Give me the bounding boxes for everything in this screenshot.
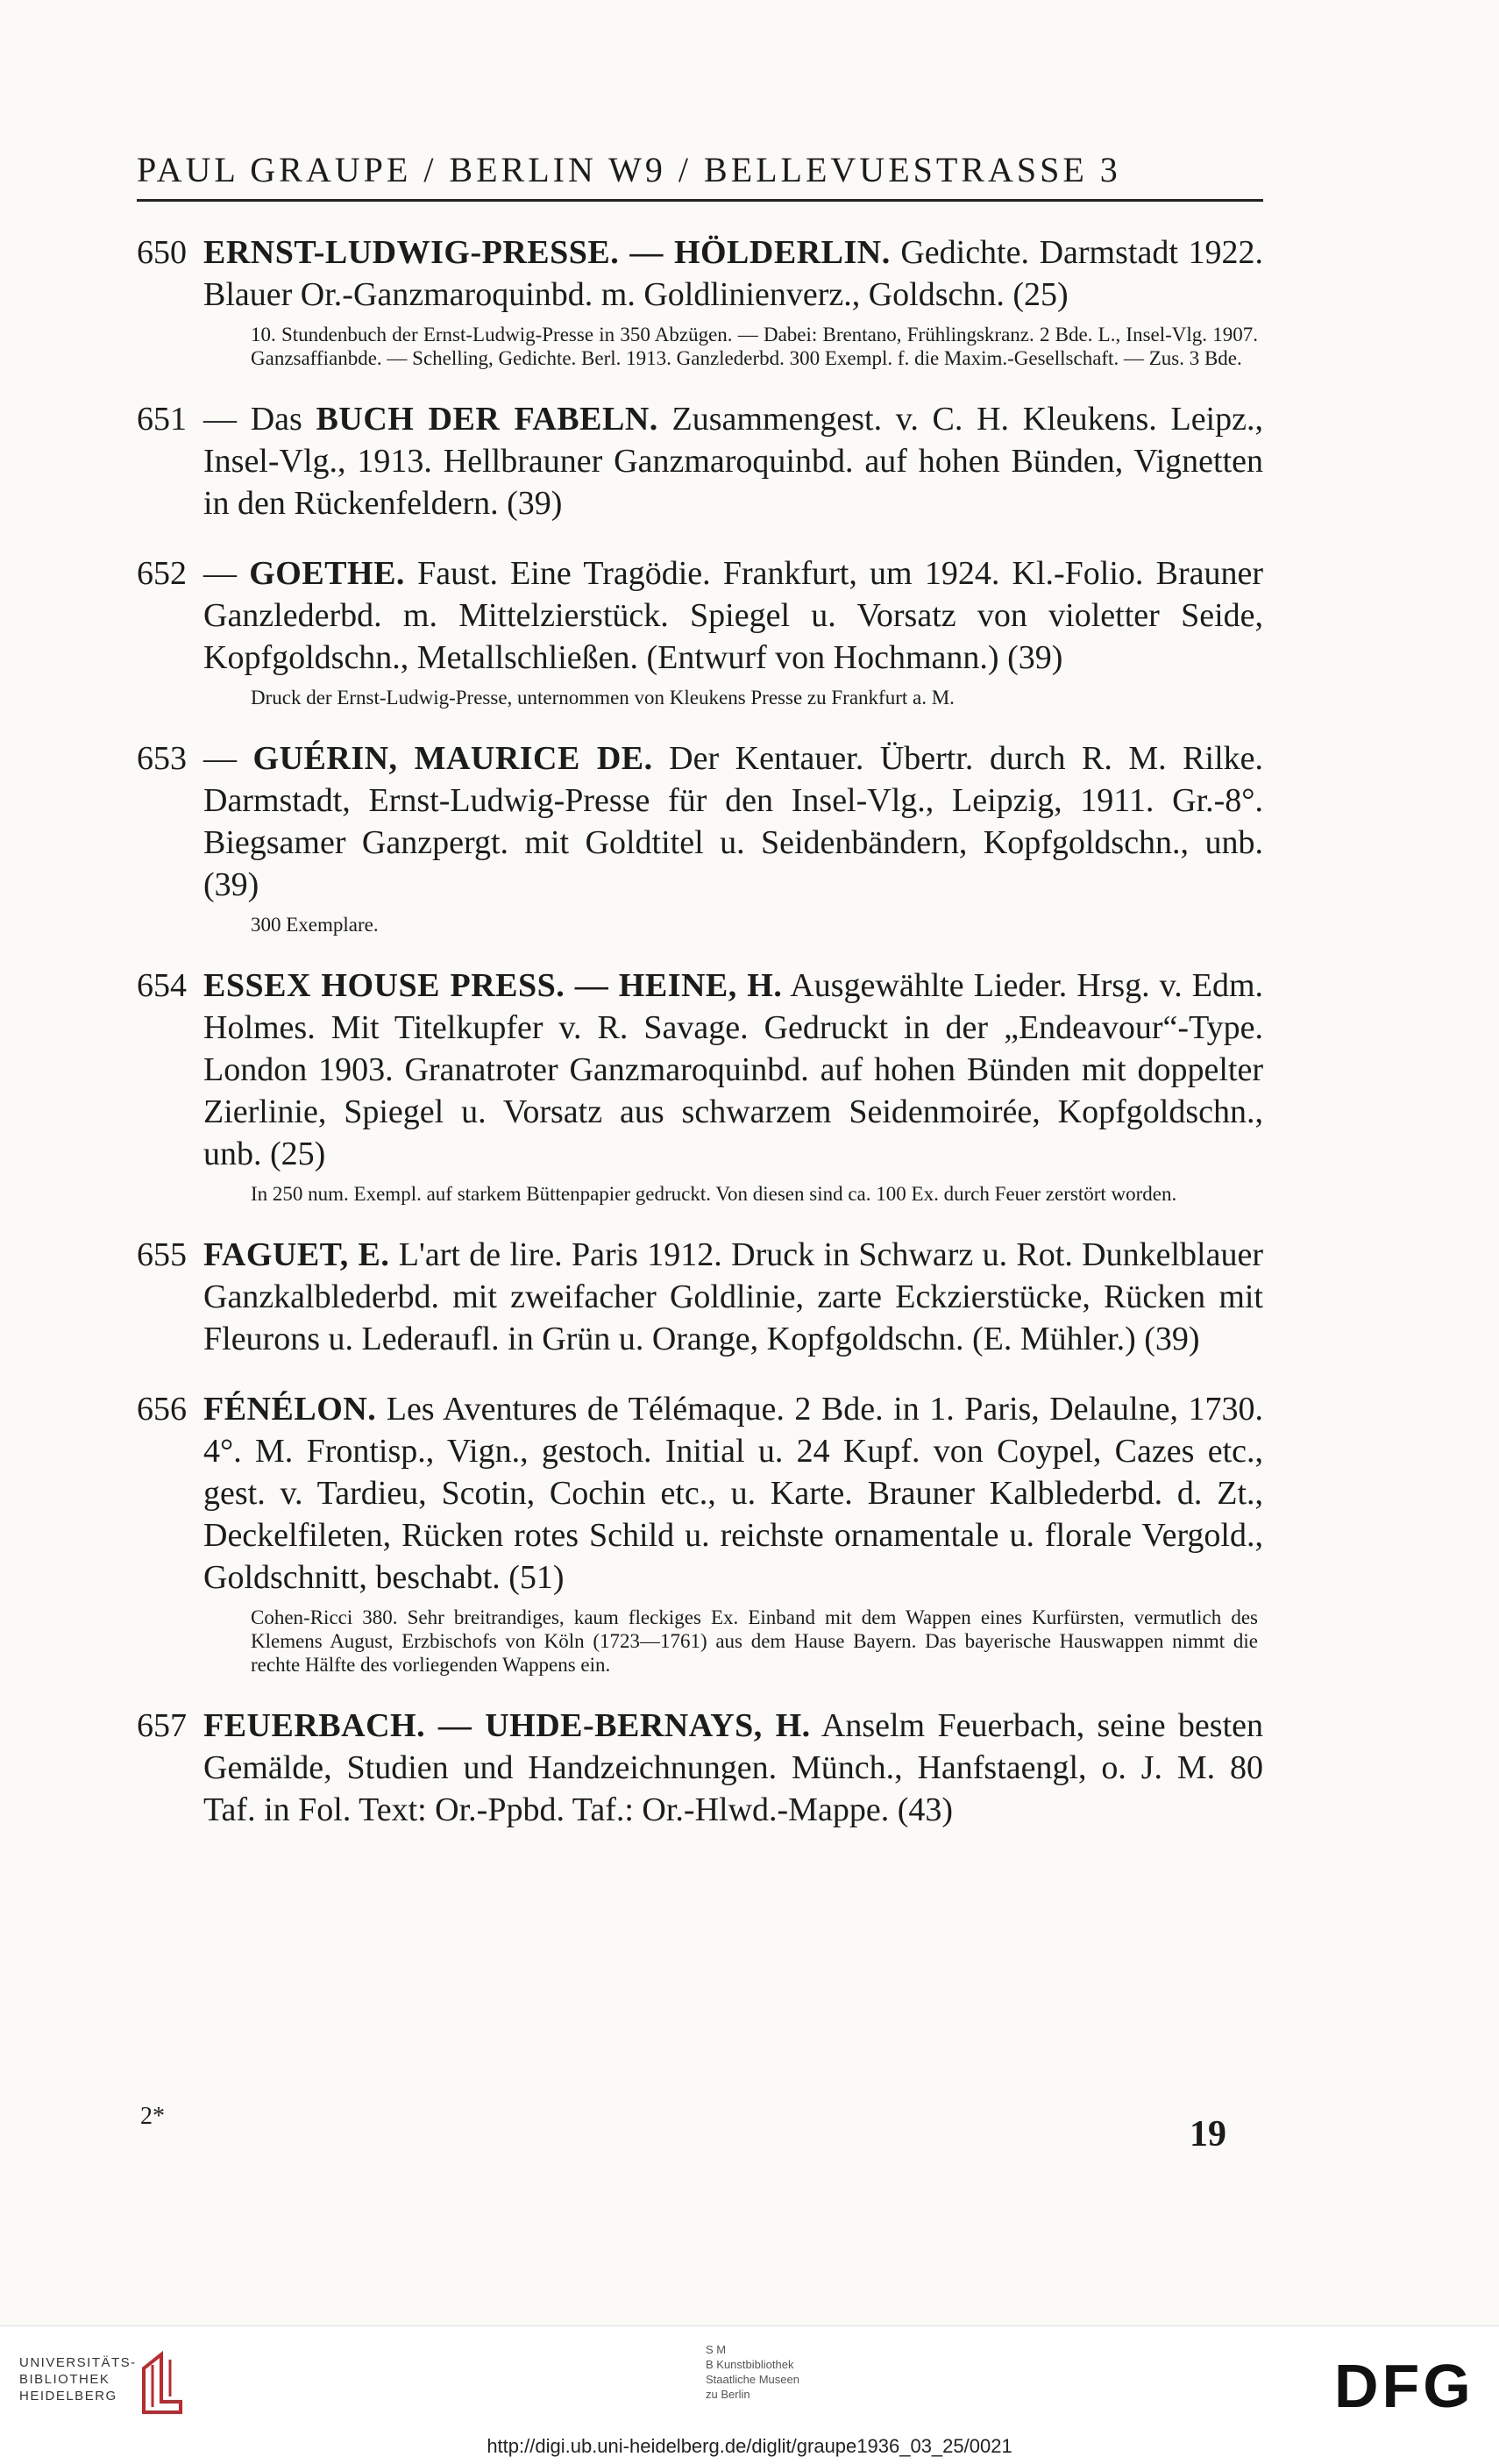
entry-note: 300 Exemplare. xyxy=(251,914,379,936)
entry-number: 653 xyxy=(137,740,187,777)
university-logo-icon[interactable] xyxy=(137,2349,188,2414)
entry-number: 654 xyxy=(137,967,187,1004)
university-label-line: HEIDELBERG xyxy=(19,2389,117,2403)
entry-note: Cohen-Ricci 380. Sehr breitrandiges, kaum fleckiges Ex. Einband mit dem Wappen eines Kurfürsten, vermutlich des Klemens August, Erzbischofs von Köln (1723—1761) aus dem Hause Bayern. Das bayerische Hauswappen nimmt die rechte Hälfte des vorliegenden Wappens ein. xyxy=(251,1606,1258,1676)
entry-heading: FÉNÉLON. xyxy=(203,1391,377,1428)
entry-number: 652 xyxy=(137,555,187,592)
entry-text xyxy=(137,1705,1263,1831)
entry-number: 656 xyxy=(137,1391,187,1428)
university-label-line: BIBLIOTHEK xyxy=(19,2372,110,2387)
entry-note: 10. Stundenbuch der Ernst-Ludwig-Presse in 350 Abzügen. — Dabei: Brentano, Frühlingskranz. 2 Bde. L., Insel-Vlg. 1907. Ganzsaffianbde. — Schelling, Gedichte. Berl. 1913. Ganzlederbd. 300 Exempl. f. die Maxim.-Gesellschaft. — Zus. 3 Bde. xyxy=(251,324,1258,369)
entry-description: Zusammengest. v. C. H. Kleukens. Leipz., Insel-Vlg., 1913. Hellbrauner Ganzmaroquinbd. auf hohen Bünden, Vignetten in den Rückenfeldern. (39) xyxy=(203,401,1263,522)
entry-heading: GUÉRIN, MAURICE DE. xyxy=(252,740,653,777)
entry-description: Gedichte. Darmstadt 1922. Blauer Or.-Ganzmaroquinbd. m. Goldlinienverz., Goldschn. (25) xyxy=(203,234,1263,313)
entry-number: 651 xyxy=(137,401,187,438)
catalog-entry xyxy=(137,1388,1263,1677)
entry-number: 657 xyxy=(137,1707,187,1744)
entry-text xyxy=(137,1234,1263,1360)
entry-description: Der Kentauer. Übertr. durch R. M. Rilke. Darmstadt, Ernst-Ludwig-Presse für den Insel-Vlg., Leipzig, 1911. Gr.-8°. Biegsamer Ganzpergt. mit Goldtitel u. Seidenbändern, Kopfgoldschn., unb. (39) xyxy=(203,740,1263,903)
entry-heading: FAGUET, E. xyxy=(203,1236,390,1273)
entry-lead: — xyxy=(203,740,253,777)
header-rule xyxy=(137,199,1263,202)
entry-description: L'art de lire. Paris 1912. Druck in Schwarz u. Rot. Dunkelblauer Ganzkalblederbd. mit zweifacher Goldlinie, zarte Eckzierstücke, Rücken mit Fleurons u. Lederaufl. in Grün u. Orange, Kopfgoldschn. (E. Mühler.) (39) xyxy=(203,1236,1263,1357)
entry-lead: — Das xyxy=(203,401,316,438)
catalog-entry xyxy=(137,737,1263,936)
university-label-line: UNIVERSITÄTS- xyxy=(19,2355,137,2370)
catalog-entry xyxy=(137,231,1263,370)
entry-description: Les Aventures de Télémaque. 2 Bde. in 1. Paris, Delaulne, 1730. 4°. M. Frontisp., Vign., gestoch. Initial u. 24 Kupf. von Coypel, Cazes etc., gest. v. Tardieu, Scotin, Cochin etc., u. Karte. Brauner Kalblederbd. d. Zt., Deckelfileten, Rücken rotes Schild u. reichste ornamentale u. florale Vergold., Goldschnitt, beschabt. (51) xyxy=(203,1391,1263,1596)
page-number: 19 xyxy=(1190,2114,1226,2154)
entry-description: Faust. Eine Tragödie. Frankfurt, um 1924. Kl.-Folio. Brauner Ganzlederbd. m. Mittelzierstück. Spiegel u. Vorsatz von violetter Seide, Kopfgoldschn., Metallschließen. (Entwurf von Hochmann.) (39) xyxy=(203,555,1264,676)
dfg-logo[interactable]: DFG xyxy=(1334,2352,1474,2420)
entry-text xyxy=(137,965,1263,1175)
catalog-entry xyxy=(137,965,1263,1206)
signature-mark: 2* xyxy=(140,2103,165,2130)
university-library-label[interactable] xyxy=(19,2354,137,2404)
entry-heading: ESSEX HOUSE PRESS. — HEINE, H. xyxy=(203,967,783,1004)
entry-text xyxy=(137,737,1263,906)
museum-label-line: S M xyxy=(706,2343,727,2356)
catalog-entry xyxy=(137,398,1263,524)
catalog-entries xyxy=(137,231,1263,1859)
museum-label-line: B Kunstbibliothek xyxy=(706,2358,794,2371)
entry-description: Ausgewählte Lieder. Hrsg. v. Edm. Holmes. Mit Titelkupfer v. R. Savage. Gedruckt in der „Endeavour“-Type. London 1903. Granatroter Ganzmaroquinbd. auf hohen Bünden mit doppelter Zierlinie, Spiegel u. Vorsatz aus schwarzem Seidenmoirée, Kopfgoldschn., unb. (25) xyxy=(203,967,1263,1172)
entry-text xyxy=(137,552,1263,679)
viewer-footer xyxy=(0,2325,1499,2464)
entry-note: In 250 num. Exempl. auf starkem Büttenpapier gedruckt. Von diesen sind ca. 100 Ex. durch Feuer zerstört worden. xyxy=(251,1183,1177,1205)
entry-description: Anselm Feuerbach, seine besten Gemälde, Studien und Handzeichnungen. Münch., Hanfstaengl, o. J. M. 80 Taf. in Fol. Text: Or.-Ppbd. Taf.: Or.-Hlwd.-Mappe. (43) xyxy=(203,1707,1263,1828)
entry-heading: ERNST-LUDWIG-PRESSE. — HÖLDERLIN. xyxy=(203,234,891,271)
entry-text xyxy=(137,398,1263,524)
permalink-url[interactable]: http://digi.ub.uni-heidelberg.de/diglit/graupe1936_03_25/0021 xyxy=(487,2435,1012,2457)
entry-text xyxy=(137,1388,1263,1599)
museum-library-label[interactable] xyxy=(706,2342,799,2402)
entry-text xyxy=(137,231,1263,316)
entry-number: 655 xyxy=(137,1236,187,1273)
catalog-entry xyxy=(137,1234,1263,1360)
catalog-entry xyxy=(137,552,1263,709)
entry-heading: GOETHE. xyxy=(249,555,405,592)
running-head: PAUL GRAUPE / BERLIN W9 / BELLEVUESTRASSE 3 xyxy=(137,150,1121,189)
catalog-entry xyxy=(137,1705,1263,1831)
entry-heading: FEUERBACH. — UHDE-BERNAYS, H. xyxy=(203,1707,811,1744)
entry-number: 650 xyxy=(137,234,187,271)
museum-label-line: zu Berlin xyxy=(706,2388,750,2401)
entry-heading: BUCH DER FABELN. xyxy=(316,401,658,438)
entry-lead: — xyxy=(203,555,250,592)
museum-label-line: Staatliche Museen xyxy=(706,2373,799,2386)
entry-note: Druck der Ernst-Ludwig-Presse, unternommen von Kleukens Presse zu Frankfurt a. M. xyxy=(251,687,955,709)
